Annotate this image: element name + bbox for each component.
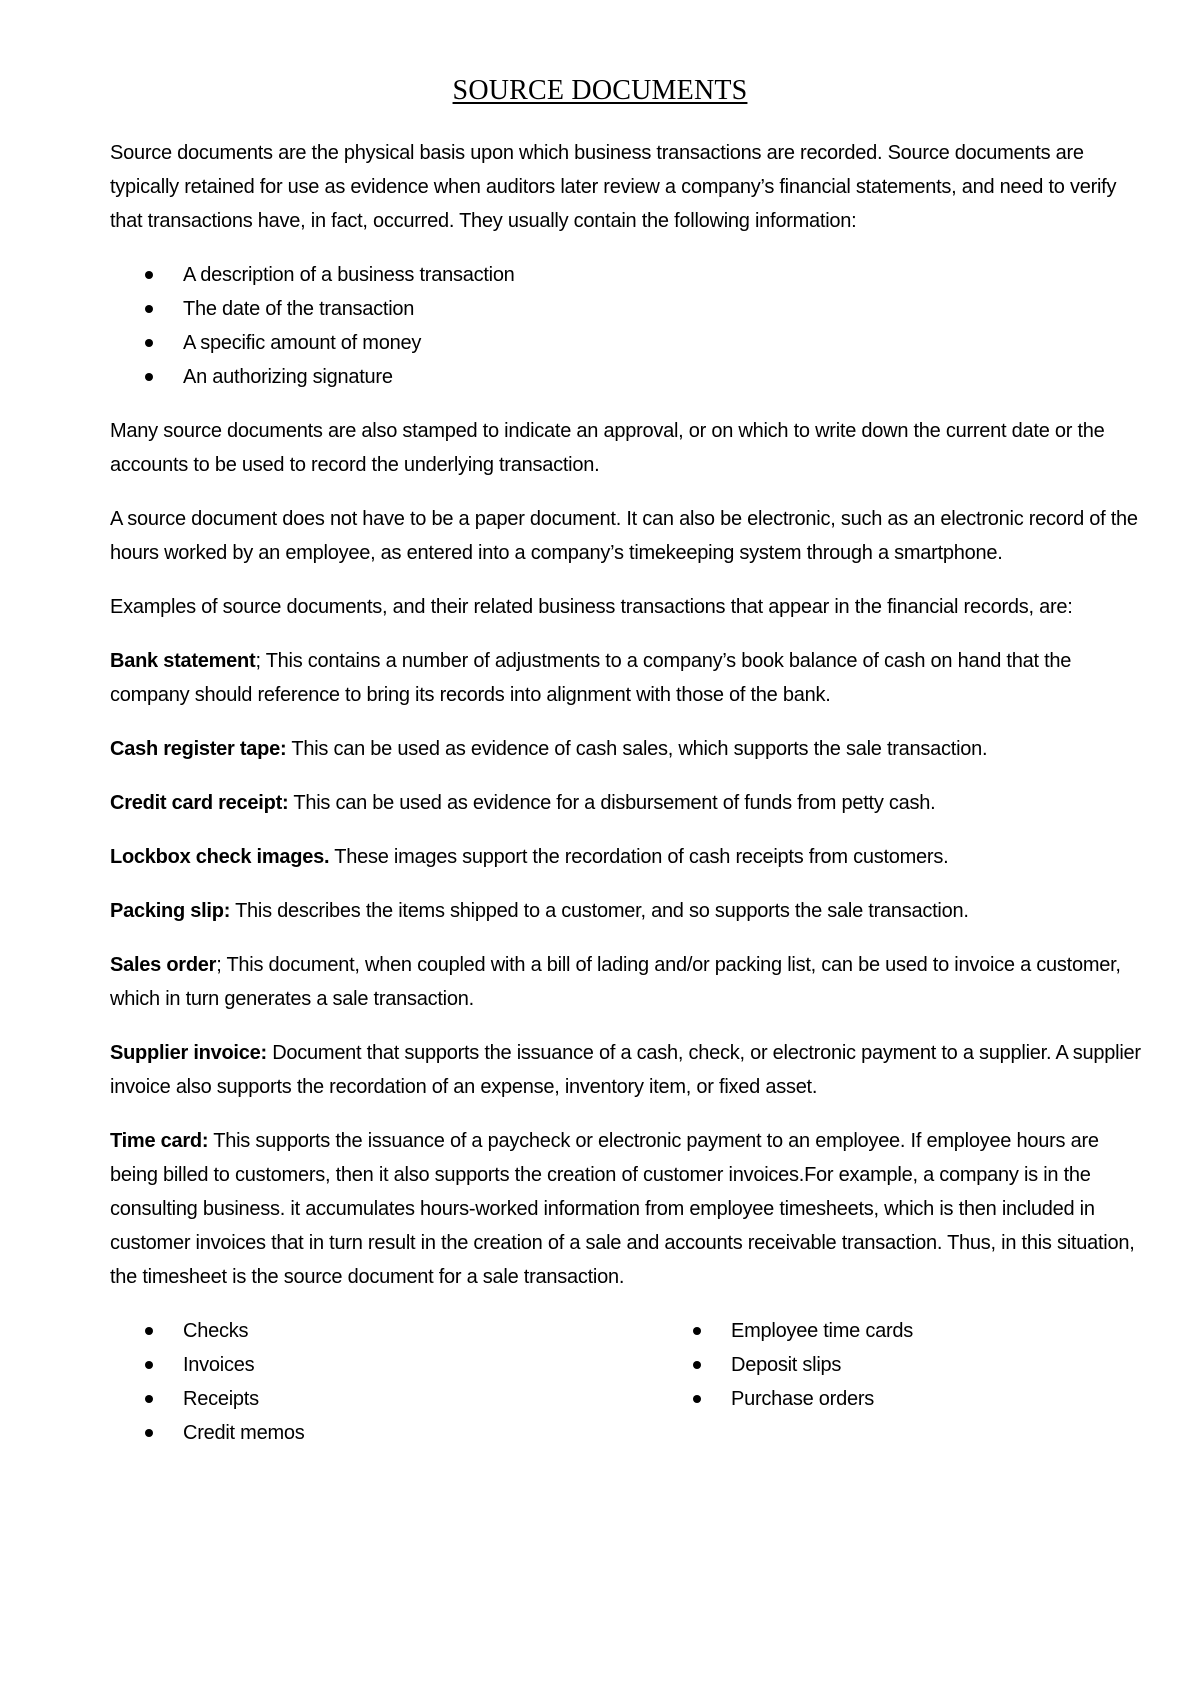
info-list — [110, 258, 1145, 394]
document-types-list-left — [110, 1314, 658, 1450]
list-item: Purchase orders — [658, 1382, 1145, 1416]
intro-paragraph: Source documents are the physical basis upon which business transactions are recorded. Source documents are typically retained for use as evidence when auditors later review a company’s financial statements, and need to verify that transactions have, in fact, occurred. They usually contain the following information: — [110, 142, 1117, 232]
bullet-icon — [145, 1429, 153, 1437]
bullet-icon — [145, 1395, 153, 1403]
document-types-columns — [110, 1314, 1145, 1450]
example-supplier-invoice: Supplier invoice: Document that supports the issuance of a cash, check, or electronic payment to a supplier. A supplier invoice also supports the recordation of an expense, inventory item, or fixed asset. — [110, 1042, 1141, 1098]
example-term: Sales order — [110, 954, 217, 976]
example-bank-statement: Bank statement; This contains a number of adjustments to a company’s book balance of cash on hand that the company should reference to bring its records into alignment with those of the bank. — [110, 650, 1072, 706]
example-credit-card-receipt: Credit card receipt: This can be used as evidence for a disbursement of funds from petty cash. — [110, 792, 936, 814]
example-term: Credit card receipt — [110, 792, 282, 814]
electronic-paragraph: A source document does not have to be a paper document. It can also be electronic, such as an electronic record of the hours worked by an employee, as entered into a company’s timekeeping system through a smartphone. — [110, 508, 1138, 564]
bullet-icon — [145, 305, 153, 313]
bullet-icon — [693, 1395, 701, 1403]
bullet-icon — [145, 1361, 153, 1369]
bullet-icon — [693, 1361, 701, 1369]
list-item: The date of the transaction — [110, 292, 1145, 326]
example-term: Supplier invoice — [110, 1042, 261, 1064]
list-item: An authorizing signature — [110, 360, 1145, 394]
examples-intro-paragraph: Examples of source documents, and their related business transactions that appear in the financial records, are: — [110, 596, 1073, 618]
document-types-left-column — [110, 1314, 658, 1450]
list-item: Invoices — [110, 1348, 658, 1382]
example-term: Packing slip — [110, 900, 224, 922]
list-item: Credit memos — [110, 1416, 658, 1450]
bullet-icon — [145, 339, 153, 347]
bullet-icon — [145, 271, 153, 279]
list-item: A specific amount of money — [110, 326, 1145, 360]
bullet-icon — [145, 373, 153, 381]
document-body — [110, 136, 1145, 1450]
list-item: Employee time cards — [658, 1314, 1145, 1348]
list-item: Checks — [110, 1314, 658, 1348]
example-term: Cash register tape — [110, 738, 281, 760]
example-packing-slip: Packing slip: This describes the items shipped to a customer, and so supports the sale transaction. — [110, 900, 969, 922]
example-term: Lockbox check images — [110, 846, 324, 868]
page-title: SOURCE DOCUMENTS — [452, 75, 748, 106]
document-types-right-column — [658, 1314, 1145, 1450]
bullet-icon — [145, 1327, 153, 1335]
document-types-list-right — [658, 1314, 1145, 1416]
bullet-icon — [693, 1327, 701, 1335]
example-sales-order: Sales order; This document, when coupled with a bill of lading and/or packing list, can be used to invoice a customer, which in turn generates a sale transaction. — [110, 954, 1121, 1010]
list-item: Receipts — [110, 1382, 658, 1416]
list-item: Deposit slips — [658, 1348, 1145, 1382]
example-lockbox-check-images: Lockbox check images. These images support the recordation of cash receipts from customers. — [110, 846, 949, 868]
list-item: A description of a business transaction — [110, 258, 1145, 292]
example-term: Bank statement — [110, 650, 256, 672]
stamped-paragraph: Many source documents are also stamped to indicate an approval, or on which to write down the current date or the accounts to be used to record the underlying transaction. — [110, 420, 1105, 476]
example-time-card: Time card: This supports the issuance of a paycheck or electronic payment to an employee. If employee hours are being billed to customers, then it also supports the creation of customer invoices.For example, a company is in the consulting business. it accumulates hours-worked information from employee timesheets, which is then included in customer invoices that in turn result in the creation of a sale and accounts receivable transaction. Thus, in this situation, the timesheet is the source document for a sale transaction. — [110, 1130, 1135, 1288]
example-term: Time card — [110, 1130, 202, 1152]
example-cash-register-tape: Cash register tape: This can be used as evidence of cash sales, which supports the sale transaction. — [110, 738, 988, 760]
